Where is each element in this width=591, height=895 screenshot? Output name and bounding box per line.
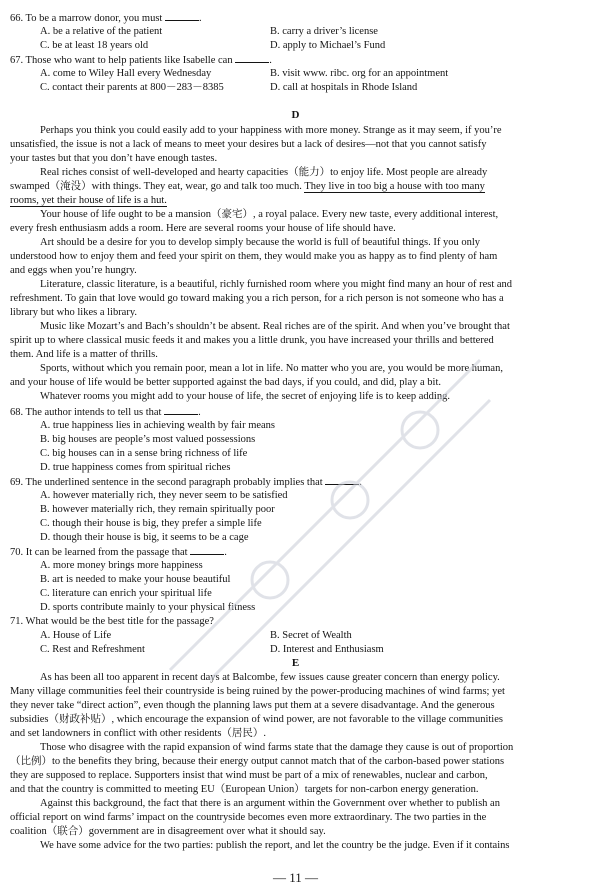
d-line: swamped（淹没）with things. They eat, wear, go and talk too much. They live in too big a house with too many xyxy=(10,181,485,192)
d-line: Art should be a desire for you to develop simply because the world is full of beautiful things. If you only xyxy=(40,237,481,248)
e-line: Those who disagree with the rapid expansion of wind farms state that the damage they cause is out of proportion xyxy=(40,742,514,753)
q71-option-c: C. Rest and Refreshment xyxy=(40,644,145,655)
d-line: refreshment. To gain that love would go toward making you a rich person, for a rich person is not someone who has a xyxy=(10,293,504,304)
section-e-heading: E xyxy=(291,657,300,669)
d-line: Sports, without which you remain poor, mean a lot in life. No matter who you are, you would be more human, xyxy=(40,363,503,374)
q66-stem: 66. To be a marrow donor, you must . xyxy=(10,13,202,24)
q69-option-b: B. however materially rich, they remain spiritually poor xyxy=(40,504,275,515)
q71-option-b: B. Secret of Wealth xyxy=(270,630,352,641)
e-line: and set landowners in conflict with other residents（居民）. xyxy=(10,728,267,739)
e-line: coalition（联合）government are in disagreement over what it should say. xyxy=(10,826,326,837)
q67-stem: 67. Those who want to help patients like Isabelle can . xyxy=(10,55,272,66)
q69-stem: 69. The underlined sentence in the second paragraph probably implies that . xyxy=(10,477,362,488)
q68-stem: 68. The author intends to tell us that . xyxy=(10,407,201,418)
d-line: Music like Mozart’s and Bach’s shouldn’t be absent. Real riches are of the spirit. And when you’ve brought that xyxy=(40,321,510,332)
q69-option-a: A. however materially rich, they never seem to be satisfied xyxy=(40,490,288,501)
q69-option-d: D. though their house is big, it seems to be a cage xyxy=(40,532,249,543)
q68-option-c: C. big houses can in a sense bring richness of life xyxy=(40,448,248,459)
e-line: We have some advice for the two parties: publish the report, and let the country be the judge. Even if it contains xyxy=(40,840,510,851)
page-number: — 11 — xyxy=(272,870,319,885)
q68-option-d: D. true happiness comes from spiritual riches xyxy=(40,462,231,473)
q70-option-d: D. sports contribute mainly to your physical fitness xyxy=(40,602,256,613)
q67-option-c: C. contact their parents at 800－283－8385 xyxy=(40,82,224,93)
e-line: As has been all too apparent in recent days at Balcombe, few issues cause greater concern than energy policy. xyxy=(40,672,500,683)
q71-option-d: D. Interest and Enthusiasm xyxy=(270,644,384,655)
underlined-sentence-cont: rooms, yet their house of life is a hut. xyxy=(10,195,167,206)
q66-option-a: A. be a relative of the patient xyxy=(40,26,163,37)
d-line: them. And life is a matter of thrills. xyxy=(10,349,158,360)
d-line: library but who likes a library. xyxy=(10,307,138,318)
q71-option-a: A. House of Life xyxy=(40,630,112,641)
d-line: and eggs when you’re hungry. xyxy=(10,265,137,276)
d-line: your tastes but that you don’t have enough tastes. xyxy=(10,153,218,164)
e-line: （比例）to the benefits they bring, because their energy output cannot match that of the carbon-based power stations xyxy=(10,756,505,767)
d-line: every fresh enthusiasm adds a room. Here are several rooms your house of life should have. xyxy=(10,223,396,234)
d-line: spirit up to where classical music feeds it and makes you a little drunk, you have increased your thrills and bettered xyxy=(10,335,494,346)
q70-option-a: A. more money brings more happiness xyxy=(40,560,203,571)
q66-option-b: B. carry a driver’s license xyxy=(270,26,378,37)
d-line: Literature, classic literature, is a beautiful, richly furnished room where you might find many an hour of rest and xyxy=(40,279,513,290)
q69-option-c: C. though their house is big, they prefer a simple life xyxy=(40,518,262,529)
e-line: Against this background, the fact that there is an argument within the Government over whether to publish an xyxy=(40,798,500,809)
q67-option-a: A. come to Wiley Hall every Wednesday xyxy=(40,68,212,79)
d-line: Whatever rooms you might add to your house of life, the secret of enjoying life is to keep adding. xyxy=(40,391,450,402)
e-line: they are supposed to replace. Supporters insist that wind must be part of a mix of renewables, nuclear and carbon, xyxy=(10,770,488,781)
q68-option-b: B. big houses are people’s most valued possessions xyxy=(40,434,256,445)
d-line: and your house of life would be better supported against the bad days, if you could, and did, play a bit. xyxy=(10,377,441,388)
e-line: Many village communities feel their countryside is being ruined by the power-producing machines of wind farms; yet xyxy=(10,686,505,697)
section-d-heading: D xyxy=(291,109,300,121)
q67-option-b: B. visit www. ribc. org for an appointment xyxy=(270,68,449,79)
e-line: and that the country is committed to meeting EU（European Union）targets for non-carbon energy generation. xyxy=(10,784,479,795)
d-line: Perhaps you think you could easily add to your happiness with more money. Strange as it may seem, if you’re xyxy=(40,125,502,136)
q70-stem: 70. It can be learned from the passage that . xyxy=(10,547,227,558)
d-line: understood how to enjoy them and feed your spirit on them, they would make you as happy as to find plenty of ham xyxy=(10,251,498,262)
q70-option-c: C. literature can enrich your spiritual life xyxy=(40,588,212,599)
q70-option-b: B. art is needed to make your house beautiful xyxy=(40,574,231,585)
e-line: they never take “direct action”, even though the planning laws put them at a severe disadvantage. And the generous xyxy=(10,700,495,711)
d-line: unsatisfied, the issue is not a lack of means to meet your desires but a lack of desires—not that you cannot satisfy xyxy=(10,139,487,150)
e-line: official report on wind farms’ impact on the countryside becomes even more extraordinary. The two parties in the xyxy=(10,812,487,823)
underlined-sentence: They live in too big a house with too many xyxy=(304,181,485,192)
d-line xyxy=(10,194,167,207)
q68-option-a: A. true happiness lies in achieving wealth by fair means xyxy=(40,420,276,431)
d-line: Your house of life ought to be a mansion（豪宅）, a royal palace. Every new taste, every additional interest, xyxy=(40,209,499,220)
d-line: Real riches consist of well-developed and hearty capacities（能力）to enjoy life. Most people are already xyxy=(40,167,488,178)
e-line: subsidies（财政补贴）, which encourage the expansion of wind power, are not favorable to the village communities xyxy=(10,714,503,725)
q71-stem: 71. What would be the best title for the passage? xyxy=(10,616,214,627)
q67-option-d: D. call at hospitals in Rhode Island xyxy=(270,82,418,93)
q66-option-c: C. be at least 18 years old xyxy=(40,40,149,51)
q66-option-d: D. apply to Michael’s Fund xyxy=(270,40,386,51)
